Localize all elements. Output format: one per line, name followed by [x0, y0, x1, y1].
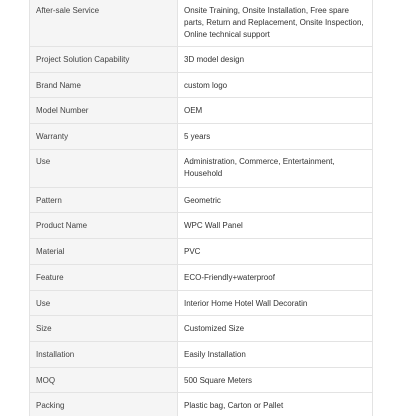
spec-key: Product Name — [30, 213, 178, 239]
spec-row-project-solution — [30, 47, 373, 73]
spec-value: Customized Size — [178, 316, 373, 342]
spec-row-use — [30, 149, 373, 187]
spec-key: Pattern — [30, 187, 178, 213]
spec-key: Feature — [30, 264, 178, 290]
spec-key: Project Solution Capability — [30, 47, 178, 73]
product-specification-table — [29, 0, 373, 416]
spec-key: Warranty — [30, 124, 178, 150]
spec-row-material — [30, 239, 373, 265]
spec-key: Packing — [30, 393, 178, 416]
spec-key: Brand Name — [30, 72, 178, 98]
spec-value: Geometric — [178, 187, 373, 213]
spec-row-size — [30, 316, 373, 342]
spec-value: Easily Installation — [178, 341, 373, 367]
spec-value: Onsite Training, Onsite Installation, Free spare parts, Return and Replacement, Onsite Inspection, Online technical support — [178, 0, 373, 47]
spec-key: Use — [30, 290, 178, 316]
spec-row-moq — [30, 367, 373, 393]
spec-value: Interior Home Hotel Wall Decoratin — [178, 290, 373, 316]
spec-key: Model Number — [30, 98, 178, 124]
spec-row-installation — [30, 341, 373, 367]
spec-value: custom logo — [178, 72, 373, 98]
spec-row-product-name — [30, 213, 373, 239]
spec-value: Plastic bag, Carton or Pallet — [178, 393, 373, 416]
spec-row-after-sale-service — [30, 0, 373, 47]
spec-row-model-number — [30, 98, 373, 124]
spec-key: Size — [30, 316, 178, 342]
spec-row-warranty — [30, 124, 373, 150]
spec-value: 500 Square Meters — [178, 367, 373, 393]
spec-value: PVC — [178, 239, 373, 265]
spec-row-feature — [30, 264, 373, 290]
spec-value: 3D model design — [178, 47, 373, 73]
spec-value: ECO-Friendly+waterproof — [178, 264, 373, 290]
spec-row-packing — [30, 393, 373, 416]
spec-key: After-sale Service — [30, 0, 178, 47]
spec-row-use-2 — [30, 290, 373, 316]
spec-row-brand-name — [30, 72, 373, 98]
spec-row-pattern — [30, 187, 373, 213]
spec-key: Material — [30, 239, 178, 265]
spec-key: Use — [30, 149, 178, 187]
spec-value: 5 years — [178, 124, 373, 150]
spec-value: Administration, Commerce, Entertainment, Household — [178, 149, 373, 187]
spec-key: MOQ — [30, 367, 178, 393]
spec-value: OEM — [178, 98, 373, 124]
spec-value: WPC Wall Panel — [178, 213, 373, 239]
spec-key: Installation — [30, 341, 178, 367]
